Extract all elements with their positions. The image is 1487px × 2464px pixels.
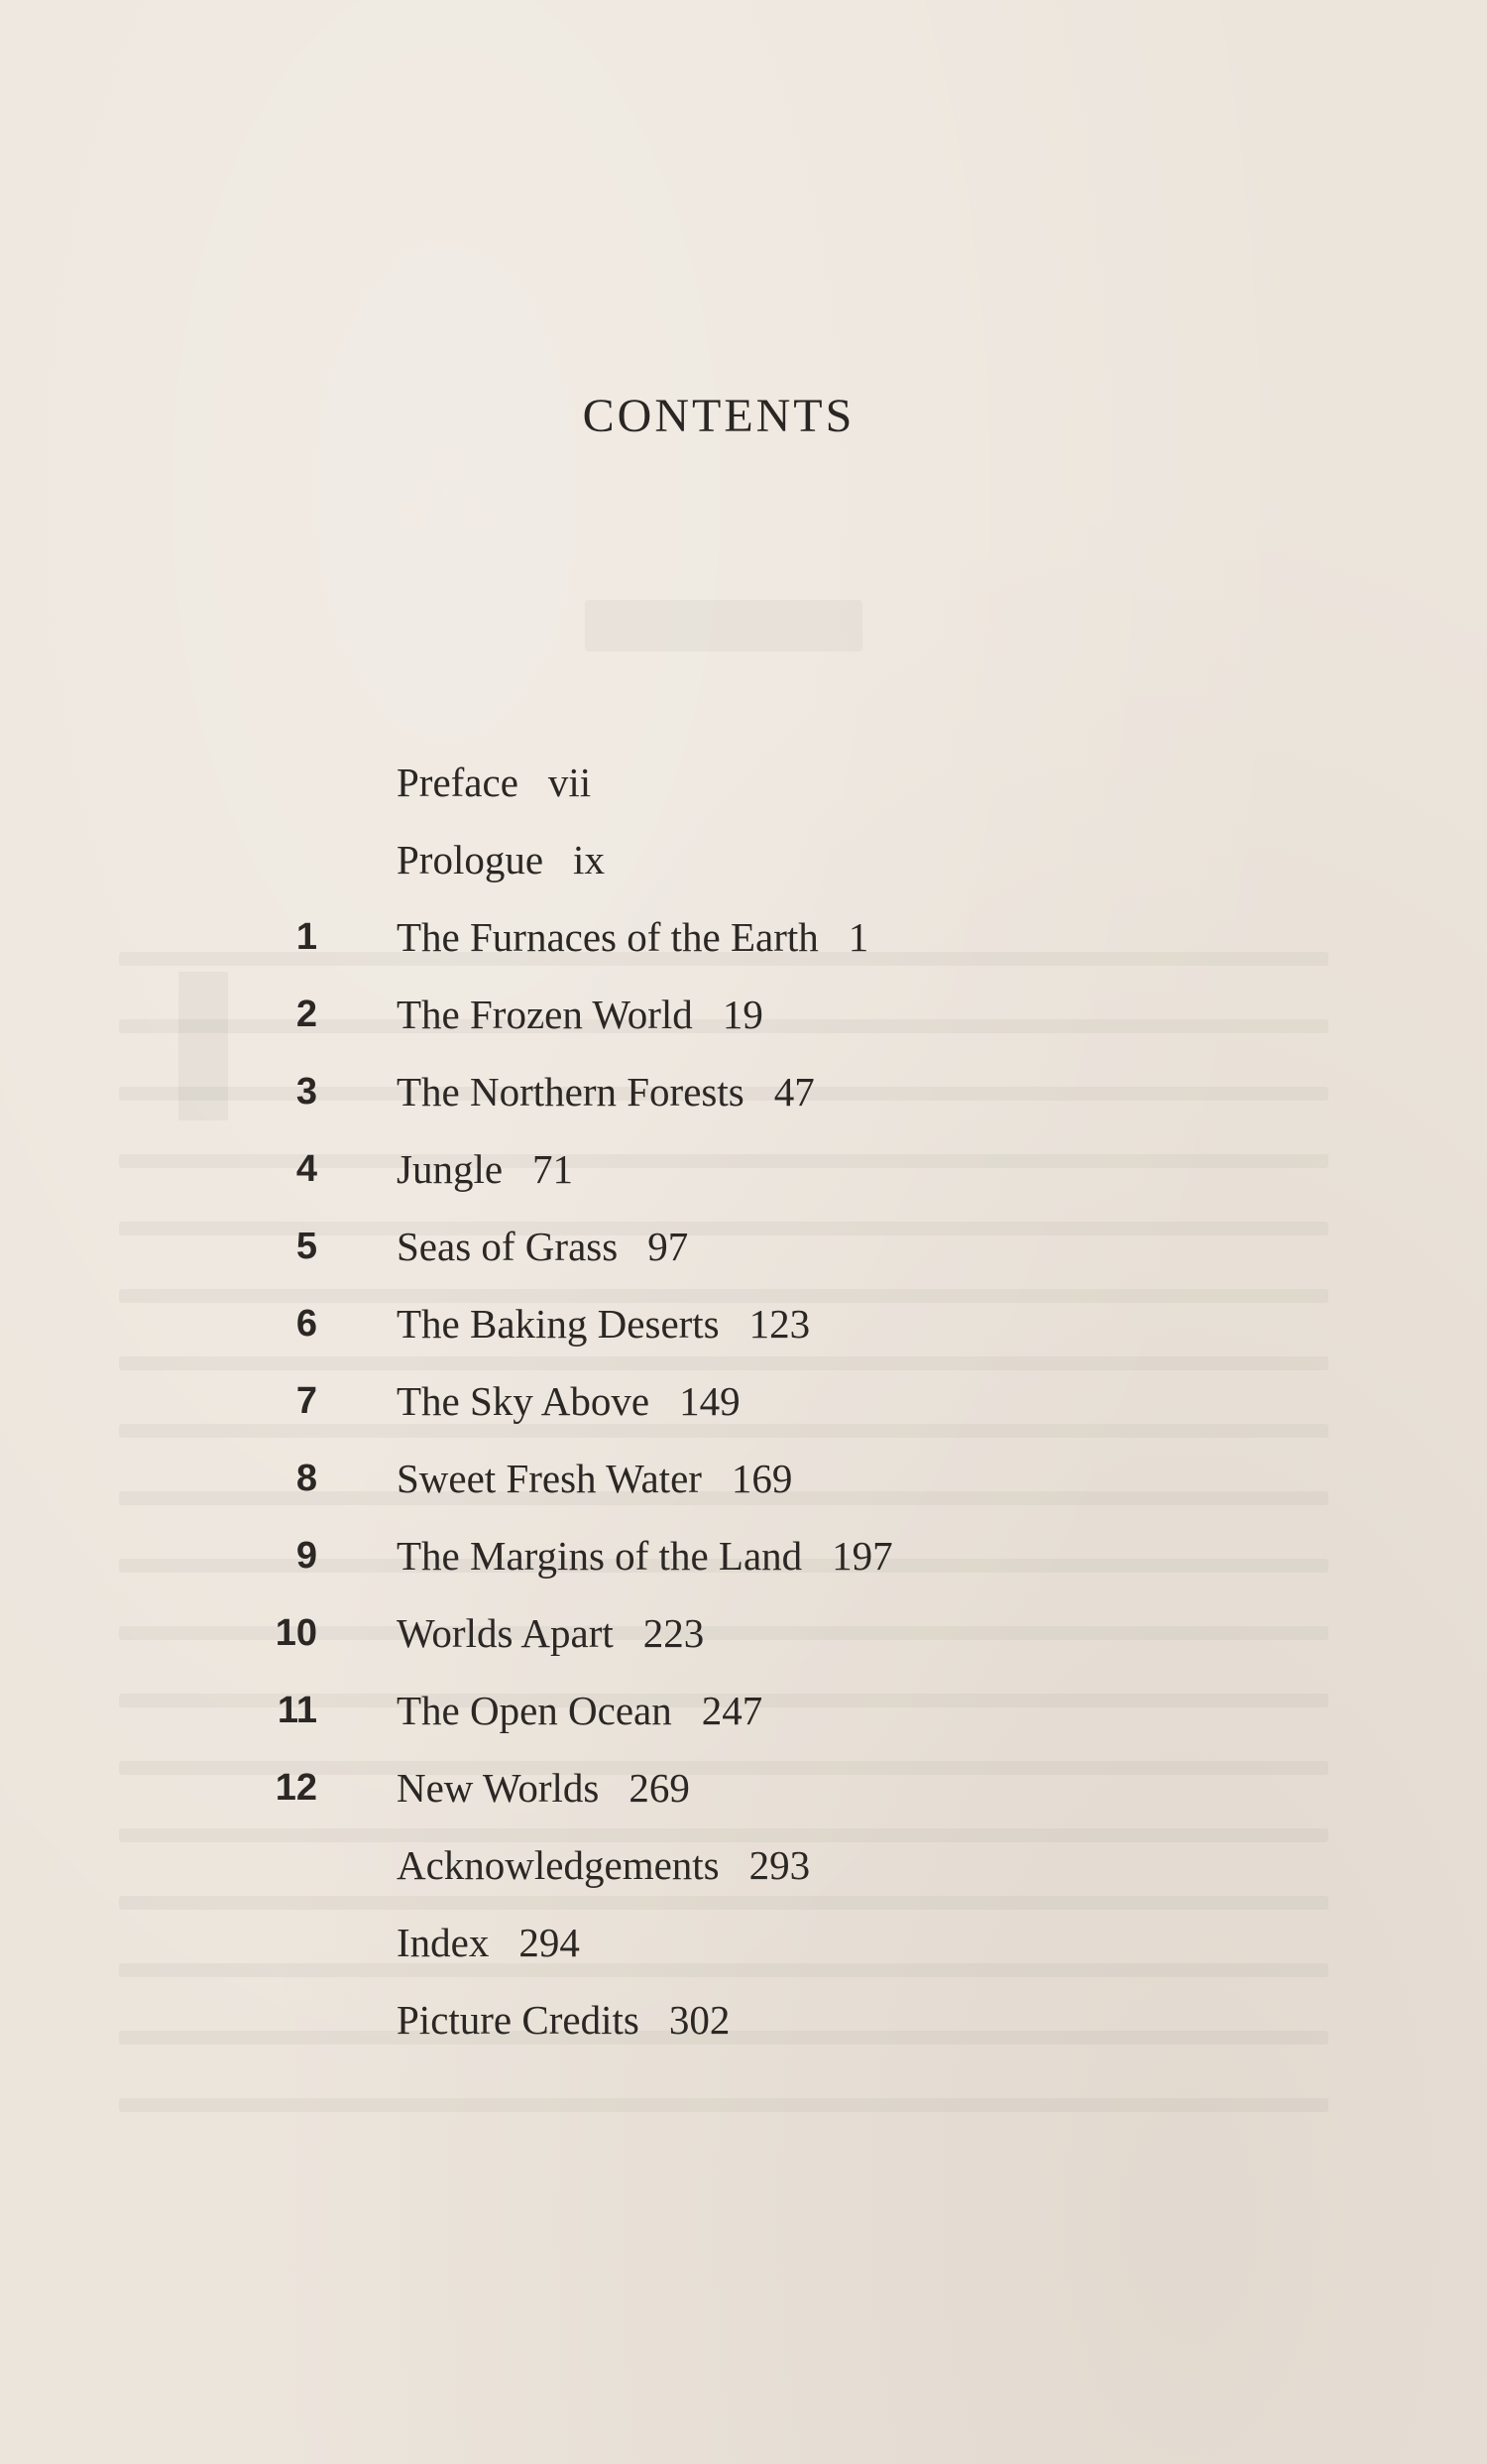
entry-title: Preface <box>397 760 518 805</box>
toc-entry <box>0 1517 1487 1594</box>
toc-entry-text <box>397 1440 792 1517</box>
page-number: 97 <box>647 1224 689 1269</box>
toc-entry <box>0 1053 1487 1130</box>
page-number: 269 <box>629 1765 690 1811</box>
toc-entry <box>0 1130 1487 1208</box>
page-number: 247 <box>701 1688 763 1733</box>
toc-entry <box>0 1826 1487 1904</box>
chapter-number: 7 <box>295 1380 317 1422</box>
toc-entry <box>0 1208 1487 1285</box>
page-number: 19 <box>722 992 763 1037</box>
page-number: 169 <box>731 1456 793 1501</box>
page-number: 223 <box>642 1610 705 1656</box>
entry-title: The Frozen World <box>397 992 693 1037</box>
entry-title: The Open Ocean <box>397 1688 672 1733</box>
toc-entry <box>0 1904 1487 1981</box>
toc-entry <box>0 1285 1487 1362</box>
entry-title: Prologue <box>397 837 544 882</box>
toc-entry-text <box>397 1130 573 1208</box>
toc-entry-text <box>397 1362 741 1440</box>
show-through-heading <box>585 600 862 651</box>
toc-entry-text <box>397 1904 580 1981</box>
toc-entry <box>0 744 1487 821</box>
toc-entry <box>0 898 1487 976</box>
chapter-number: 1 <box>295 916 317 958</box>
entry-title: Index <box>397 1920 490 1965</box>
page-number: 293 <box>748 1842 811 1888</box>
page-number: ix <box>573 837 605 882</box>
toc-entry-text <box>397 898 868 976</box>
toc-entry-text <box>397 744 591 821</box>
toc-entry-text <box>397 1981 730 2058</box>
entry-title: The Northern Forests <box>397 1069 744 1115</box>
page-title: CONTENTS <box>582 390 856 442</box>
chapter-number: 11 <box>277 1690 317 1731</box>
entry-title: Seas of Grass <box>397 1224 619 1269</box>
chapter-number: 10 <box>275 1612 317 1654</box>
entry-title: Jungle <box>397 1146 504 1192</box>
page-number: 294 <box>518 1920 580 1965</box>
page-number: 302 <box>668 1997 731 2043</box>
toc-entry-text <box>397 1517 893 1594</box>
entry-title: The Margins of the Land <box>397 1533 803 1579</box>
page-number: vii <box>547 760 592 805</box>
toc-entry-text <box>397 1208 688 1285</box>
entry-title: The Furnaces of the Earth <box>397 914 819 960</box>
page-number: 1 <box>848 914 869 960</box>
entry-title: The Sky Above <box>397 1378 650 1424</box>
page-number: 71 <box>532 1146 574 1192</box>
toc-entry <box>0 1594 1487 1672</box>
chapter-number: 8 <box>295 1458 317 1499</box>
entry-title: Worlds Apart <box>397 1610 614 1656</box>
toc-entry-text <box>397 1285 810 1362</box>
toc-entry <box>0 1672 1487 1749</box>
toc-entry <box>0 821 1487 898</box>
toc-entry <box>0 976 1487 1053</box>
page-number: 47 <box>773 1069 815 1115</box>
chapter-number: 3 <box>295 1071 317 1113</box>
toc-entry-text <box>397 821 605 898</box>
chapter-number: 5 <box>295 1226 317 1267</box>
toc-entry <box>0 1749 1487 1826</box>
chapter-number: 12 <box>275 1767 317 1809</box>
entry-title: The Baking Deserts <box>397 1301 720 1347</box>
toc-entry-text <box>397 1672 762 1749</box>
toc-entry-text <box>397 1749 690 1826</box>
page-number: 149 <box>679 1378 741 1424</box>
toc-entry-text <box>397 976 763 1053</box>
toc-entry-text <box>397 1053 815 1130</box>
entry-title: Picture Credits <box>397 1997 639 2043</box>
toc-entry-text <box>397 1594 704 1672</box>
toc-entry <box>0 1362 1487 1440</box>
chapter-number: 6 <box>295 1303 317 1345</box>
entry-title: New Worlds <box>397 1765 600 1811</box>
toc-entry <box>0 1440 1487 1517</box>
toc-entry-text <box>397 1826 810 1904</box>
chapter-number: 2 <box>295 994 317 1035</box>
entry-title: Sweet Fresh Water <box>397 1456 702 1501</box>
chapter-number: 9 <box>295 1535 317 1577</box>
chapter-number: 4 <box>295 1148 317 1190</box>
page-number: 197 <box>832 1533 893 1579</box>
page-number: 123 <box>748 1301 811 1347</box>
entry-title: Acknowledgements <box>397 1842 720 1888</box>
toc-entry <box>0 1981 1487 2058</box>
